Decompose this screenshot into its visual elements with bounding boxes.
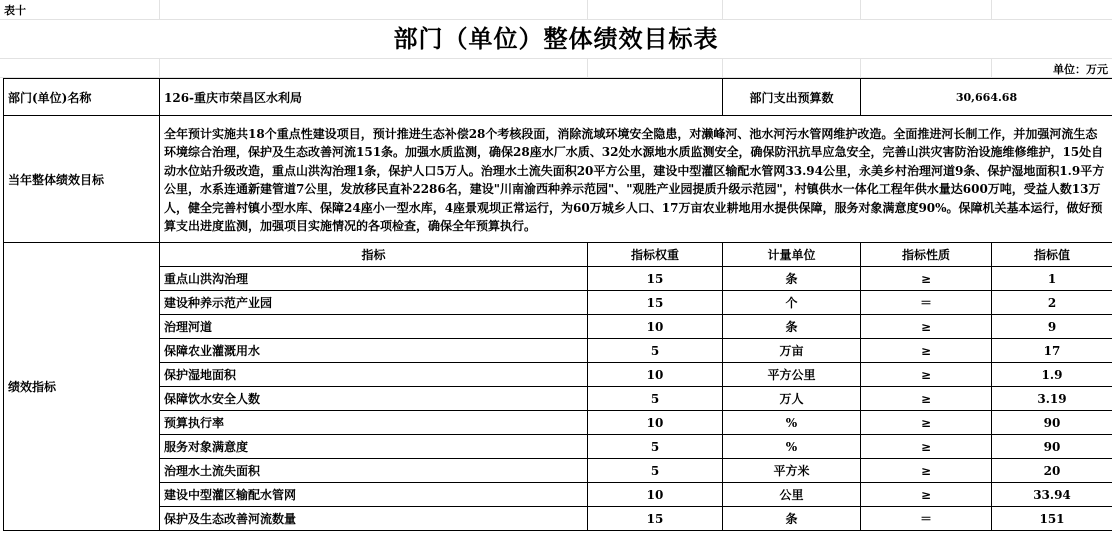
indicator-unit: 平方米 — [723, 459, 861, 483]
perf-label: 绩效指标 — [4, 243, 160, 531]
indicator-value: 2 — [992, 291, 1112, 315]
indicator-value: 20 — [992, 459, 1112, 483]
indicator-unit: 个 — [723, 291, 861, 315]
indicator-name: 服务对象满意度 — [160, 435, 588, 459]
sheet-label: 表十 — [4, 4, 26, 17]
indicator-value: 1 — [992, 267, 1112, 291]
indicator-weight: 5 — [588, 339, 723, 363]
indicator-unit: % — [723, 411, 861, 435]
indicator-name: 建设种养示范产业园 — [160, 291, 588, 315]
indicator-weight: 5 — [588, 387, 723, 411]
indicator-name: 建设中型灌区输配水管网 — [160, 483, 588, 507]
indicator-unit: 条 — [723, 315, 861, 339]
header-unit: 计量单位 — [723, 243, 861, 267]
indicator-unit: 条 — [723, 267, 861, 291]
indicator-name: 保护湿地面积 — [160, 363, 588, 387]
indicator-name: 预算执行率 — [160, 411, 588, 435]
indicator-nature: ≥ — [861, 459, 992, 483]
unit-note: 单位：万元 — [1053, 63, 1108, 76]
indicator-value: 3.19 — [992, 387, 1112, 411]
table-row — [4, 267, 1112, 291]
indicator-weight: 15 — [588, 291, 723, 315]
indicator-weight: 5 — [588, 435, 723, 459]
indicator-unit: 万人 — [723, 387, 861, 411]
indicator-value: 17 — [992, 339, 1112, 363]
table-row — [4, 459, 1112, 483]
indicator-name: 重点山洪沟治理 — [160, 267, 588, 291]
indicator-nature: ＝ — [861, 291, 992, 315]
indicator-nature: ≥ — [861, 387, 992, 411]
indicator-value: 90 — [992, 435, 1112, 459]
indicator-unit: 公里 — [723, 483, 861, 507]
indicator-weight: 10 — [588, 363, 723, 387]
indicator-name: 治理水土流失面积 — [160, 459, 588, 483]
header-weight: 指标权重 — [588, 243, 723, 267]
indicator-value: 151 — [992, 507, 1112, 531]
indicator-nature: ≥ — [861, 267, 992, 291]
header-name: 指标 — [160, 243, 588, 267]
indicator-nature: ≥ — [861, 483, 992, 507]
indicator-value: 1.9 — [992, 363, 1112, 387]
indicator-weight: 10 — [588, 483, 723, 507]
indicator-unit: 万亩 — [723, 339, 861, 363]
indicator-nature: ≥ — [861, 435, 992, 459]
indicator-unit: % — [723, 435, 861, 459]
indicator-value: 33.94 — [992, 483, 1112, 507]
table-row — [4, 339, 1112, 363]
indicator-nature: ≥ — [861, 411, 992, 435]
indicator-header-row — [4, 243, 1112, 267]
indicator-weight: 15 — [588, 267, 723, 291]
indicator-name: 保障饮水安全人数 — [160, 387, 588, 411]
page-title: 部门（单位）整体绩效目标表 — [393, 24, 719, 53]
indicator-value: 9 — [992, 315, 1112, 339]
table-row — [4, 411, 1112, 435]
indicator-name: 保障农业灌溉用水 — [160, 339, 588, 363]
indicator-nature: ≥ — [861, 315, 992, 339]
indicator-nature: ≥ — [861, 363, 992, 387]
dept-name-label: 部门(单位)名称 — [4, 79, 160, 116]
dept-row — [4, 79, 1112, 116]
table-row — [4, 387, 1112, 411]
table-row — [4, 507, 1112, 531]
budget-value: 30,664.68 — [861, 79, 1112, 116]
budget-label: 部门支出预算数 — [723, 79, 861, 116]
goal-label: 当年整体绩效目标 — [4, 116, 160, 243]
indicator-weight: 5 — [588, 459, 723, 483]
performance-table — [3, 78, 1112, 531]
table-row — [4, 315, 1112, 339]
dept-name-value: 126-重庆市荣昌区水利局 — [160, 79, 723, 116]
indicator-name: 保护及生态改善河流数量 — [160, 507, 588, 531]
table-row — [4, 435, 1112, 459]
indicator-unit: 条 — [723, 507, 861, 531]
indicator-name: 治理河道 — [160, 315, 588, 339]
table-row — [4, 483, 1112, 507]
indicator-unit: 平方公里 — [723, 363, 861, 387]
header-value: 指标值 — [992, 243, 1112, 267]
indicator-nature: ≥ — [861, 339, 992, 363]
indicator-nature: ＝ — [861, 507, 992, 531]
indicator-weight: 10 — [588, 315, 723, 339]
indicator-weight: 10 — [588, 411, 723, 435]
indicator-value: 90 — [992, 411, 1112, 435]
table-row — [4, 363, 1112, 387]
indicator-weight: 15 — [588, 507, 723, 531]
goal-row — [4, 116, 1112, 243]
goal-text: 全年预计实施共18个重点性建设项目，预计推进生态补偿28个考核段面，消除流域环境安全隐患，对濑峰河、池水河污水管网维护改造。全面推进河长制工作，并加强河流生态环境综合治理，保护及生态改善河流151条。加强水质监测，确保28座水厂水质、32处水源地水质监测安全，确保防汛抗旱应急安全，完善山洪灾害防治设施维修维护，15处自动水位站升级改造，重点山洪沟治理1条，保护人口5万人。治理水土流失面积20平方公里，建设中型灌区输配水管网33.94公里，永美乡村治理河道9条、保护湿地面积1.9平方公里，水系连通新建管道7公里，发放移民直补2286名，建设"川南渝西种养示范园"、"观胜产业园提质升级示范园"，村镇供水一体化工程年供水量达600万吨，受益人数13万人，健全完善村镇小型水库、保障24座小一型水库，4座景观坝正常运行，为60万城乡人口、17万亩农业耕地用水提供保障，服务对象满意度90%。保障机关基本运行，做好预算支出进度监测，加强项目实施情况的各项检查，确保全年预算执行。 — [160, 116, 1112, 243]
table-row — [4, 291, 1112, 315]
header-nature: 指标性质 — [861, 243, 992, 267]
